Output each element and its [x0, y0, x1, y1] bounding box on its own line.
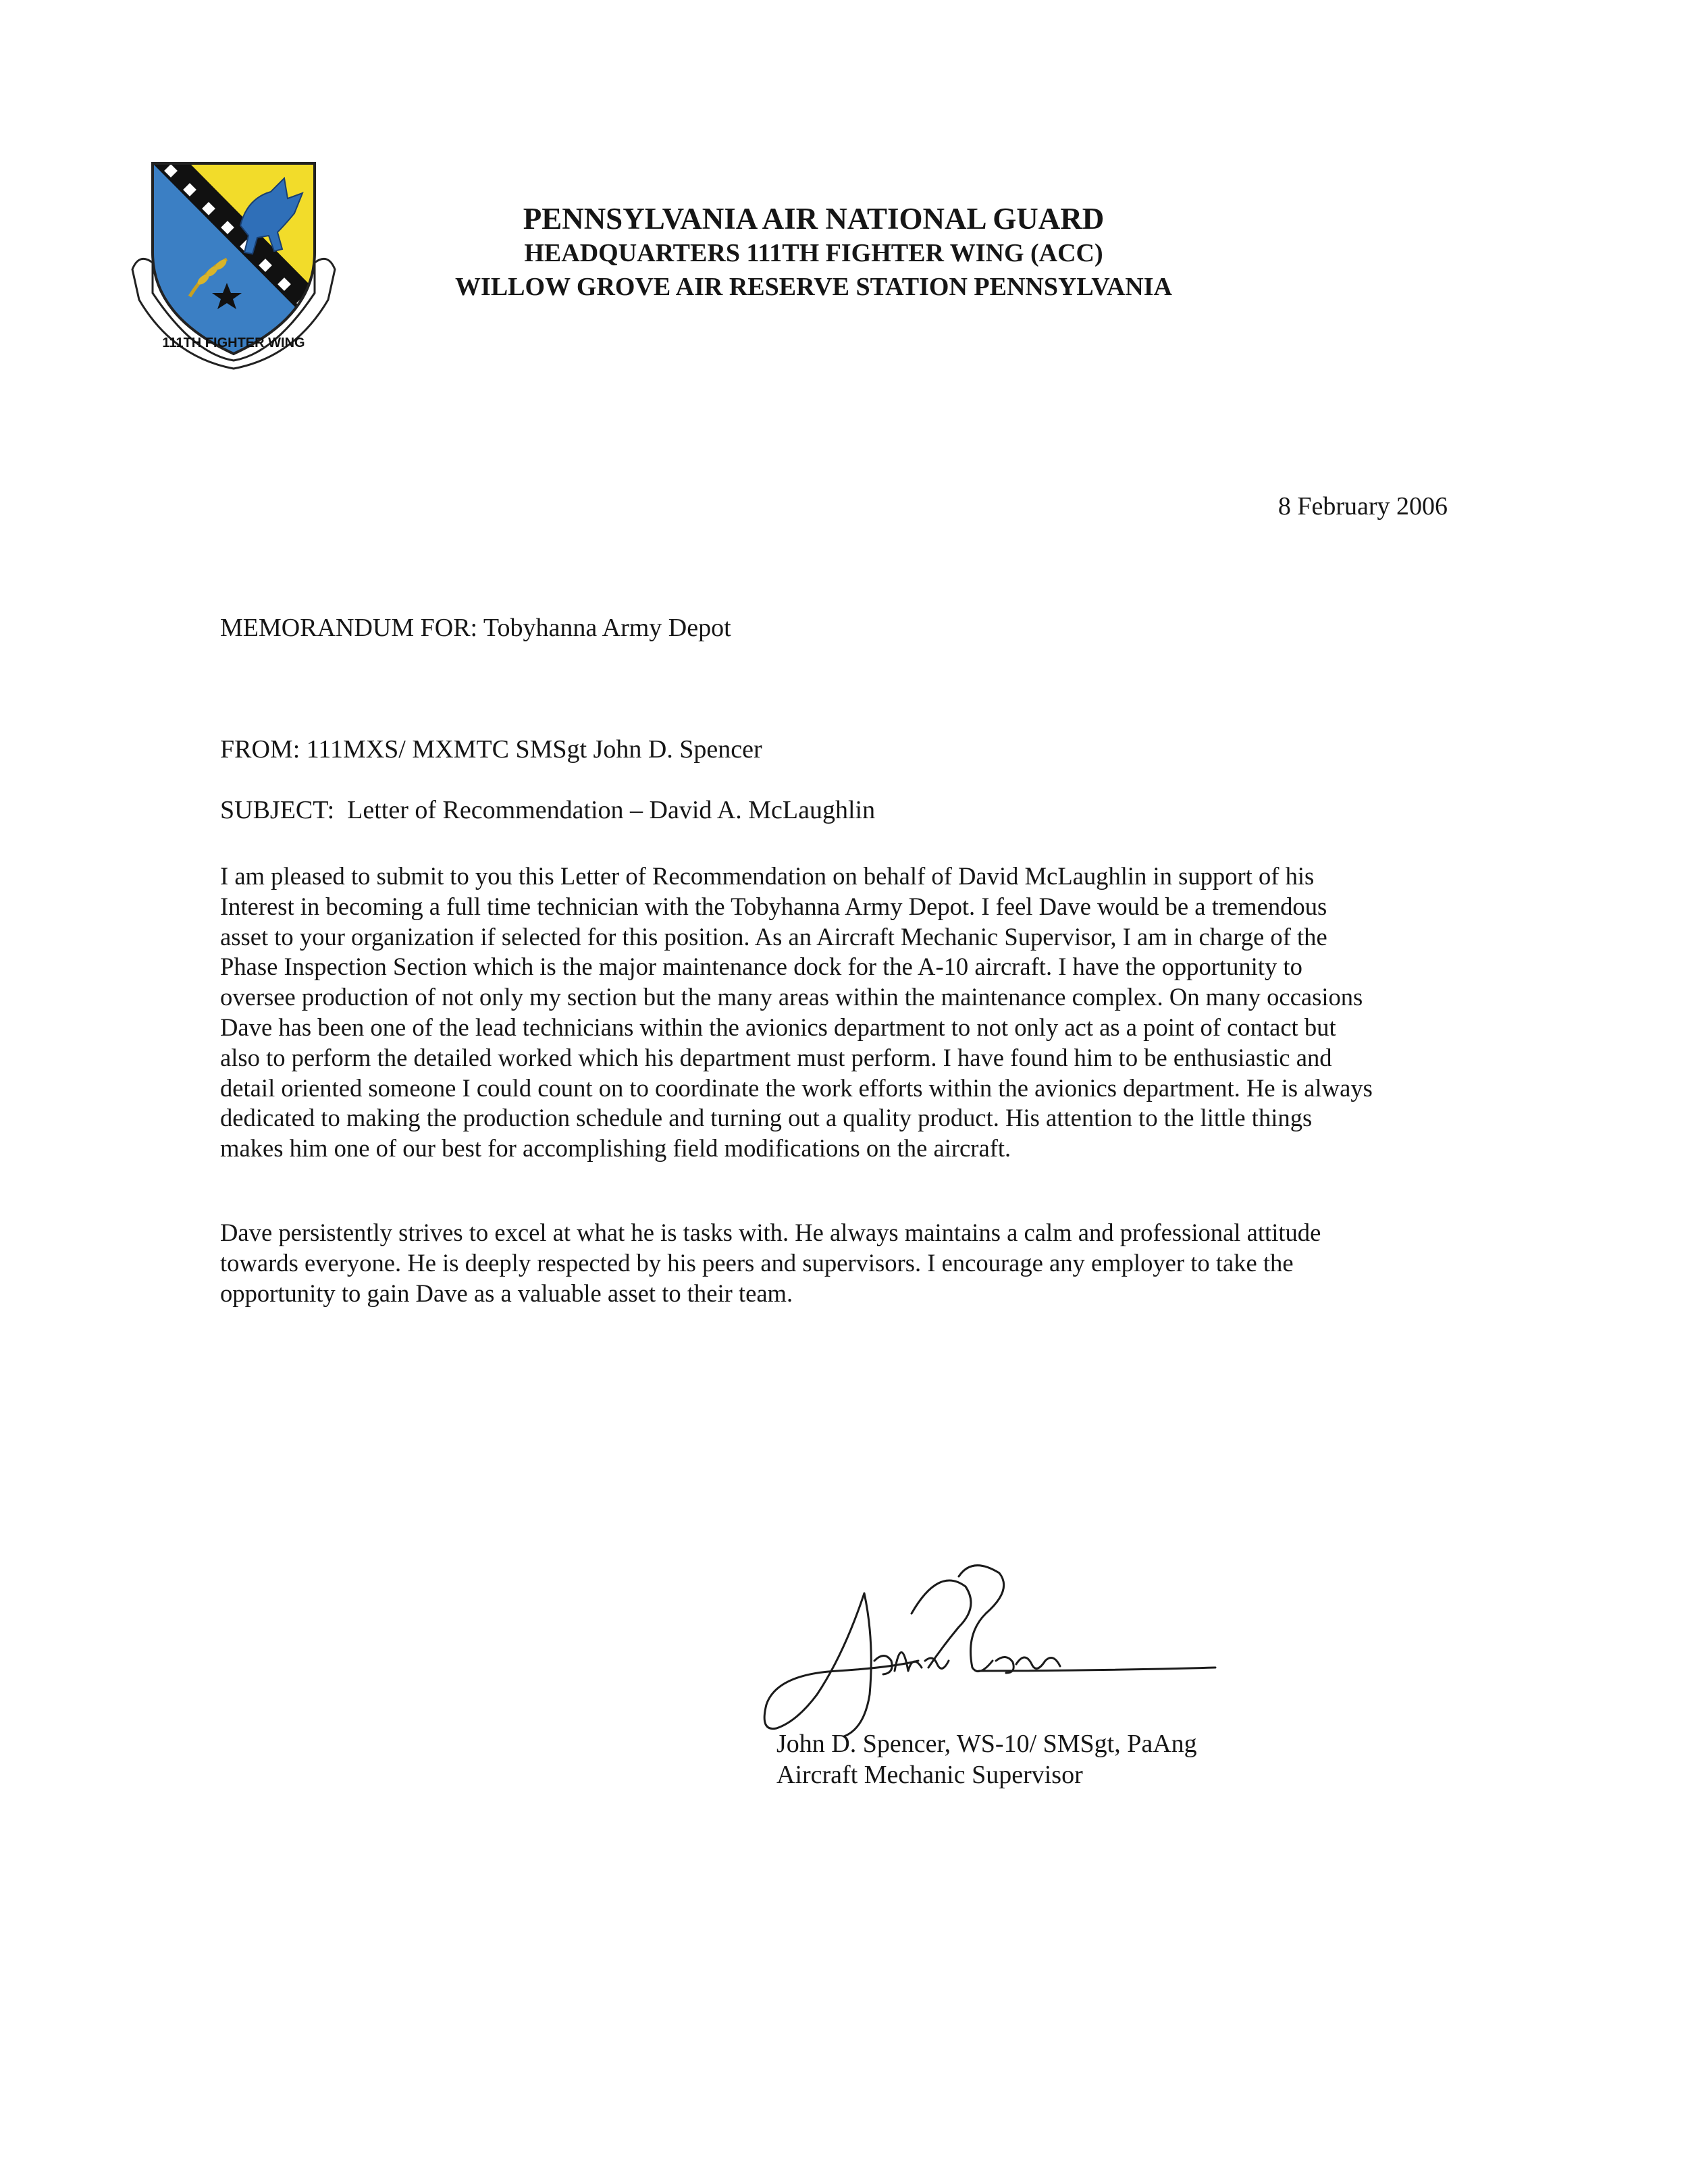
- letterhead-line-1: PENNSYLVANIA AIR NATIONAL GUARD: [523, 202, 1105, 236]
- signer-name: John D. Spencer, WS-10/ SMSgt, PaAng: [776, 1730, 1197, 1758]
- paragraph-line: detail oriented someone I could count on to coordinate the work efforts within the avionics department. He is always: [220, 1073, 1373, 1102]
- letter-date: 8 February 2006: [1277, 492, 1448, 521]
- paragraph-line: dedicated to making the production schedule and turning out a quality product. His attention to the little things: [220, 1104, 1313, 1132]
- memo-for-line: MEMORANDUM FOR: Tobyhanna Army Depot: [220, 614, 731, 642]
- paragraph-line: Interest in becoming a full time technician with the Tobyhanna Army Depot. I feel Dave would be a tremendous: [220, 892, 1327, 920]
- paragraph-line: also to perform the detailed worked which his department must perform. I have found him to be enthusiastic and: [220, 1043, 1332, 1071]
- subject-line: SUBJECT: Letter of Recommendation – David A. McLaughlin: [220, 796, 876, 824]
- svg-text:111TH FIGHTER WING: 111TH FIGHTER WING: [162, 336, 305, 350]
- paragraph-line: towards everyone. He is deeply respected by his peers and supervisors. I encourage any employer to take the: [220, 1248, 1294, 1277]
- body-paragraph-1: [220, 861, 1476, 1164]
- paragraph-line: asset to your organization if selected for this position. As an Aircraft Mechanic Supervisor, I am in charge of the: [220, 922, 1327, 951]
- paragraph-line: I am pleased to submit to you this Letter of Recommendation on behalf of David McLaughlin in support of his: [220, 862, 1315, 890]
- from-line: FROM: 111MXS/ MXMTC SMSgt John D. Spencer: [220, 735, 762, 764]
- letterhead-line-2: HEADQUARTERS 111TH FIGHTER WING (ACC): [524, 239, 1103, 267]
- signer-title: Aircraft Mechanic Supervisor: [776, 1761, 1083, 1789]
- unit-emblem: [126, 151, 342, 371]
- letterhead-line-3: WILLOW GROVE AIR RESERVE STATION PENNSYLVANIA: [455, 273, 1172, 301]
- letterhead: [398, 201, 1229, 304]
- paragraph-line: Dave persistently strives to excel at what he is tasks with. He always maintains a calm and professional attitude: [220, 1219, 1321, 1246]
- paragraph-line: makes him one of our best for accomplishing field modifications on the aircraft.: [220, 1134, 1011, 1163]
- paragraph-line: oversee production of not only my section but the many areas within the maintenance complex. On many occasions: [220, 983, 1363, 1011]
- body-paragraph-2: [220, 1218, 1476, 1308]
- paragraph-line: opportunity to gain Dave as a valuable asset to their team.: [220, 1279, 793, 1307]
- paragraph-line: Phase Inspection Section which is the major maintenance dock for the A-10 aircraft. I have the opportunity to: [220, 953, 1302, 981]
- paragraph-line: Dave has been one of the lead technicians within the avionics department to not only act as a point of contact but: [220, 1013, 1336, 1041]
- signature-block: [776, 1728, 1197, 1790]
